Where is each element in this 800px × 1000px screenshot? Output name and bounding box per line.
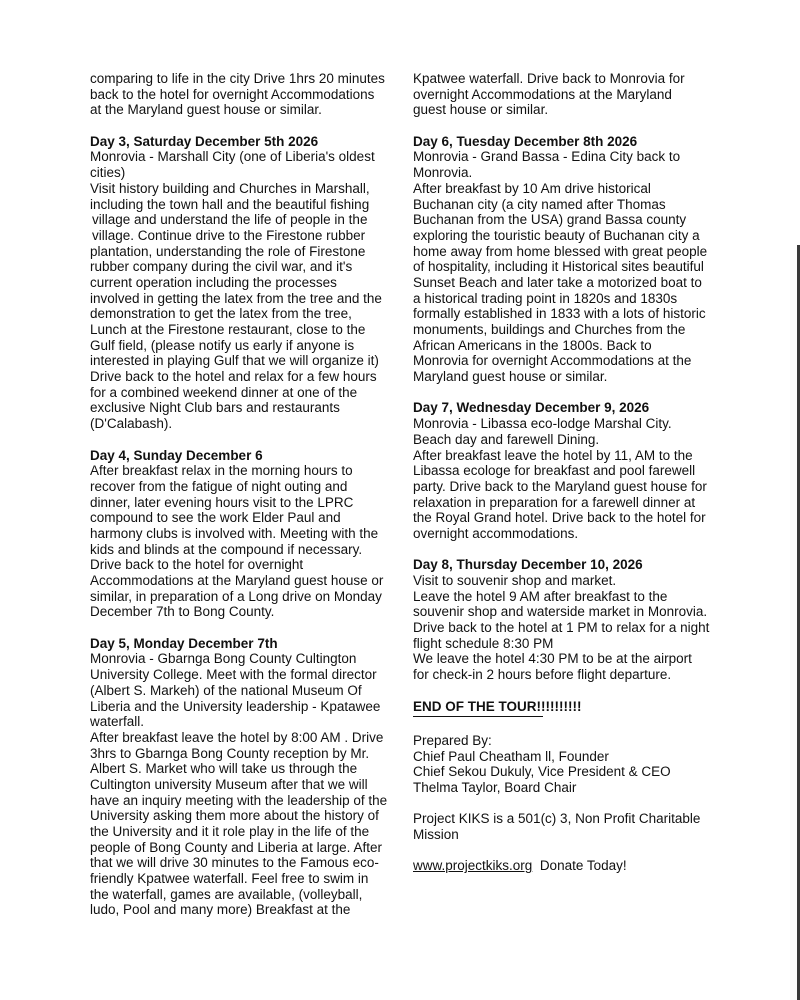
- day7-line: Libassa ecologe for breakfast and pool farewell: [413, 463, 696, 479]
- day3-line: Visit history building and Churches in Marshall,: [90, 180, 370, 196]
- day3-line: demonstration to get the latex from the tree,: [90, 306, 352, 322]
- website-line: [413, 858, 709, 874]
- day5-line: friendly Kpatwee waterfall. Feel free to swim in: [90, 871, 369, 887]
- day8-line: for check-in 2 hours before flight departure.: [413, 667, 672, 683]
- day5-line: have an inquiry meeting with the leadership of the: [90, 792, 388, 808]
- day5-line: After breakfast leave the hotel by 8:00 AM . Drive: [90, 729, 384, 745]
- day4-line: Drive back to the hotel for overnight: [90, 557, 304, 573]
- day8-line: souvenir shop and waterside market in Monrovia.: [413, 604, 708, 620]
- preparer-name: Chief Sekou Dukuly, Vice President & CEO: [413, 764, 671, 780]
- day3-line: current operation including the processes: [90, 274, 337, 290]
- day8-line: flight schedule 8:30 PM: [413, 635, 554, 651]
- website-link[interactable]: www.projectkiks.org: [413, 858, 533, 874]
- day3-line: Lunch at the Firestone restaurant, close to the: [90, 322, 366, 337]
- day3-line: including the town hall and the beautiful fishing: [90, 196, 370, 212]
- day5-line: University College. Meet with the formal director: [90, 667, 377, 683]
- right-column: [413, 71, 709, 874]
- day6-line: Maryland guest house or similar.: [413, 369, 608, 385]
- donate-text: Donate Today!: [539, 858, 627, 874]
- day6-line: Buchanan city (a city named after Thomas: [413, 196, 666, 212]
- day5-line: the University and it it role play in the life of the: [90, 824, 370, 839]
- text-line: back to the hotel for overnight Accommodations: [90, 86, 375, 102]
- day7-line: Monrovia - Libassa eco-lodge Marshal City.: [413, 416, 672, 432]
- day6-line: Monrovia for overnight Accommodations at the: [413, 353, 692, 369]
- day5-line: 3hrs to Gbarnga Bong County reception by Mr.: [90, 745, 370, 761]
- day5-line: Monrovia - Gbarnga Bong County Cultington: [90, 651, 357, 667]
- day6-route: Monrovia - Grand Bassa - Edina City back to: [413, 149, 681, 165]
- day7-line: relaxation in preparation for a farewell dinner at: [413, 494, 696, 510]
- text-line: Kpatwee waterfall. Drive back to Monrovia for: [413, 71, 685, 86]
- text-line: comparing to life in the city Drive 1hrs 20 minutes: [90, 71, 385, 86]
- day6-route: Monrovia.: [413, 165, 473, 181]
- day5-line: Albert S. Market who will take us through the: [90, 761, 358, 777]
- day4-line: recover from the fatigue of night outing and: [90, 478, 348, 494]
- day4-line: kids and blinds at the compound if necessary.: [90, 541, 363, 557]
- day4-line: harmony clubs is involved with. Meeting with the: [90, 525, 379, 541]
- day8-line: Drive back to the hotel at 1 PM to relax for a night: [413, 620, 710, 636]
- mission-line: Mission: [413, 827, 459, 842]
- day5-line: people of Bong County and Liberia at large. After: [90, 839, 382, 855]
- day6-line: home away from home blessed with great people: [413, 243, 708, 259]
- day4-line: December 7th to Bong County.: [90, 604, 275, 620]
- end-of-tour: END OF THE TOUR!!!!!!!!!!: [413, 698, 582, 714]
- day7-line: the Royal Grand hotel. Drive back to the hotel for: [413, 510, 706, 526]
- day6-line: Sunset Beach and later take a motorized boat to: [413, 274, 702, 290]
- day3-route: Monrovia - Marshall City (one of Liberia's oldest: [90, 149, 375, 165]
- day3-line: village and understand the life of people in the: [92, 212, 368, 228]
- day7-line: After breakfast leave the hotel by 11, AM to the: [413, 447, 693, 463]
- day5-line: ludo, Pool and many more) Breakfast at the: [90, 902, 351, 918]
- day3-line: Gulf field, (please notify us early if anyone is: [90, 337, 355, 353]
- day4-line: Accommodations at the Maryland guest house or: [90, 573, 384, 588]
- day3-heading: Day 3, Saturday December 5th 2026: [90, 133, 319, 149]
- day5-heading: Day 5, Monday December 7th: [90, 635, 278, 651]
- day3-line: village. Continue drive to the Firestone rubber: [92, 227, 366, 243]
- day3-line: for a combined weekend dinner at one of the: [90, 384, 358, 400]
- day5-line: (Albert S. Markeh) of the national Museum Of: [90, 682, 362, 698]
- day6-line: monuments, buildings and Churches from the: [413, 322, 686, 337]
- day5-line: that we will drive 30 minutes to the Famous eco-: [90, 855, 379, 871]
- text-line: guest house or similar.: [413, 102, 549, 118]
- day3-line: exclusive Night Club bars and restaurants: [90, 400, 340, 416]
- day6-line: of hospitality, including it Historical sites beautiful: [413, 259, 704, 275]
- day3-line: rubber company during the civil war, and it's: [90, 259, 353, 275]
- left-column: [90, 71, 386, 918]
- day6-line: After breakfast by 10 Am drive historical: [413, 180, 651, 196]
- day7-heading: Day 7, Wednesday December 9, 2026: [413, 400, 650, 416]
- day6-line: formally established in 1833 with a lots of historic: [413, 306, 706, 322]
- day4-heading: Day 4, Sunday December 6: [90, 447, 263, 463]
- day7-line: Beach day and farewell Dining.: [413, 431, 600, 447]
- day4-line: compound to see the work Elder Paul and: [90, 510, 341, 526]
- text-line: at the Maryland guest house or similar.: [90, 102, 322, 118]
- day6-heading: Day 6, Tuesday December 8th 2026: [413, 133, 638, 149]
- day4-line: dinner, later evening hours visit to the LPRC: [90, 494, 354, 510]
- day5-line: waterfall.: [90, 714, 145, 730]
- day3-line: plantation, understanding the role of Firestone: [90, 243, 366, 259]
- day5-line: Cultington university Museum after that we will: [90, 776, 368, 792]
- preparer-name: Thelma Taylor, Board Chair: [413, 779, 577, 795]
- day3-line: (D'Calabash).: [90, 416, 173, 432]
- day4-line: similar, in preparation of a Long drive on Monday: [90, 588, 382, 604]
- day7-line: overnight accommodations.: [413, 525, 579, 541]
- preparer-name: Chief Paul Cheatham ll, Founder: [413, 748, 609, 764]
- day6-line: a historical trading point in 1820s and 1830s: [413, 290, 678, 306]
- mission-line: Project KIKS is a 501(c) 3, Non Profit Charitable: [413, 811, 701, 827]
- day6-line: exploring the touristic beauty of Buchanan city a: [413, 227, 700, 243]
- day3-route: cities): [90, 165, 126, 181]
- day5-line: Liberia and the University leadership - Kpatawee: [90, 698, 381, 714]
- text-line: overnight Accommodations at the Maryland: [413, 86, 672, 102]
- day6-line: Buchanan from the USA) grand Bassa county: [413, 212, 687, 228]
- day8-line: Leave the hotel 9 AM after breakfast to the: [413, 588, 668, 604]
- day8-heading: Day 8, Thursday December 10, 2026: [413, 557, 643, 573]
- day4-line: After breakfast relax in the morning hours to: [90, 463, 353, 479]
- day3-line: Drive back to the hotel and relax for a few hours: [90, 369, 377, 385]
- day5-line: University asking them more about the history of: [90, 808, 379, 824]
- day3-line: involved in getting the latex from the tree and the: [90, 290, 382, 306]
- day8-line: We leave the hotel 4:30 PM to be at the airport: [413, 651, 692, 667]
- day3-line: interested in playing Gulf that we will organize it): [90, 353, 379, 369]
- day6-line: African Americans in the 1800s. Back to: [413, 337, 652, 353]
- prepared-by-label: Prepared By:: [413, 732, 492, 748]
- day8-line: Visit to souvenir shop and market.: [413, 573, 617, 588]
- day7-line: party. Drive back to the Maryland guest house for: [413, 478, 707, 494]
- day5-line: the waterfall, games are available, (volleyball,: [90, 886, 363, 902]
